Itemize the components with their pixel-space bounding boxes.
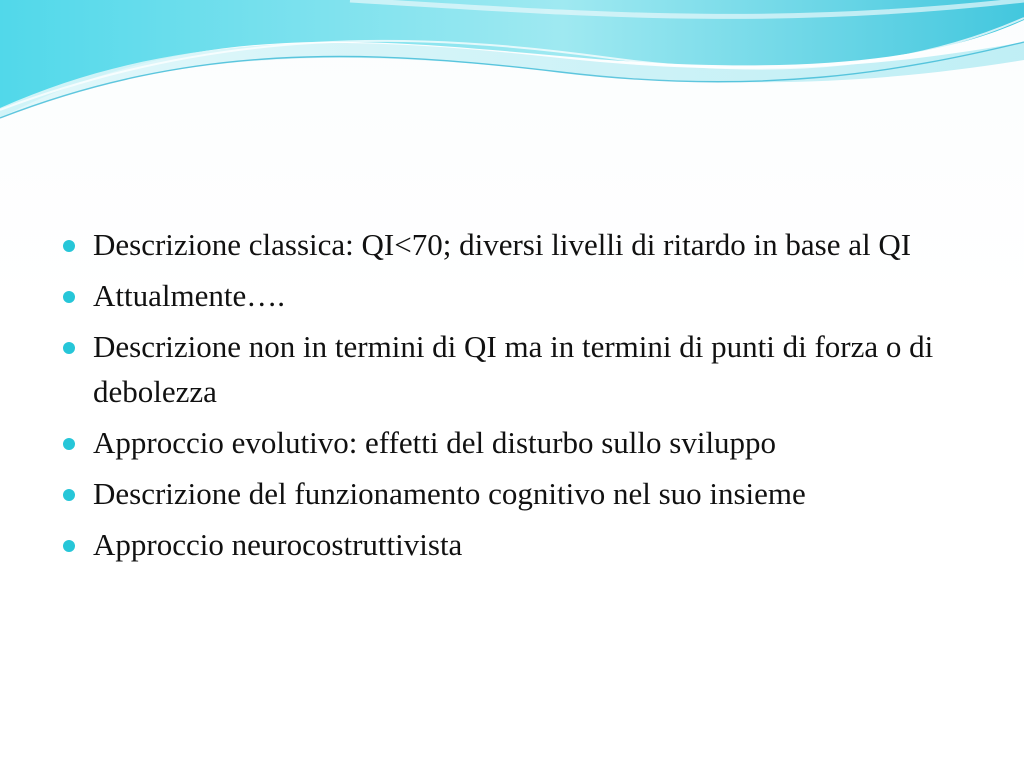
bullet-dot-icon (63, 540, 75, 552)
bullet-item (62, 222, 962, 267)
bullet-dot-icon (63, 240, 75, 252)
bullet-dot-icon (63, 438, 75, 450)
bullet-text: Attualmente…. (93, 278, 285, 313)
bullet-item (62, 471, 962, 516)
bullet-dot-icon (63, 291, 75, 303)
bullet-text: Descrizione classica: QI<70; diversi livelli di ritardo in base al QI (93, 227, 912, 262)
bullet-text: Approccio evolutivo: effetti del disturbo sullo sviluppo (93, 425, 777, 460)
bullet-item (62, 522, 962, 567)
bullet-item (62, 273, 962, 318)
bullet-dot-icon (63, 342, 75, 354)
bullet-dot-icon (63, 489, 75, 501)
bullet-item (62, 324, 962, 414)
bullet-list (62, 222, 962, 573)
bullet-text: Descrizione non in termini di QI ma in termini di punti di forza o di debolezza (93, 329, 934, 409)
bullet-text: Descrizione del funzionamento cognitivo nel suo insieme (93, 476, 806, 511)
bullet-text: Approccio neurocostruttivista (93, 527, 463, 562)
bullet-item (62, 420, 962, 465)
header-wave-decoration (0, 0, 1024, 130)
